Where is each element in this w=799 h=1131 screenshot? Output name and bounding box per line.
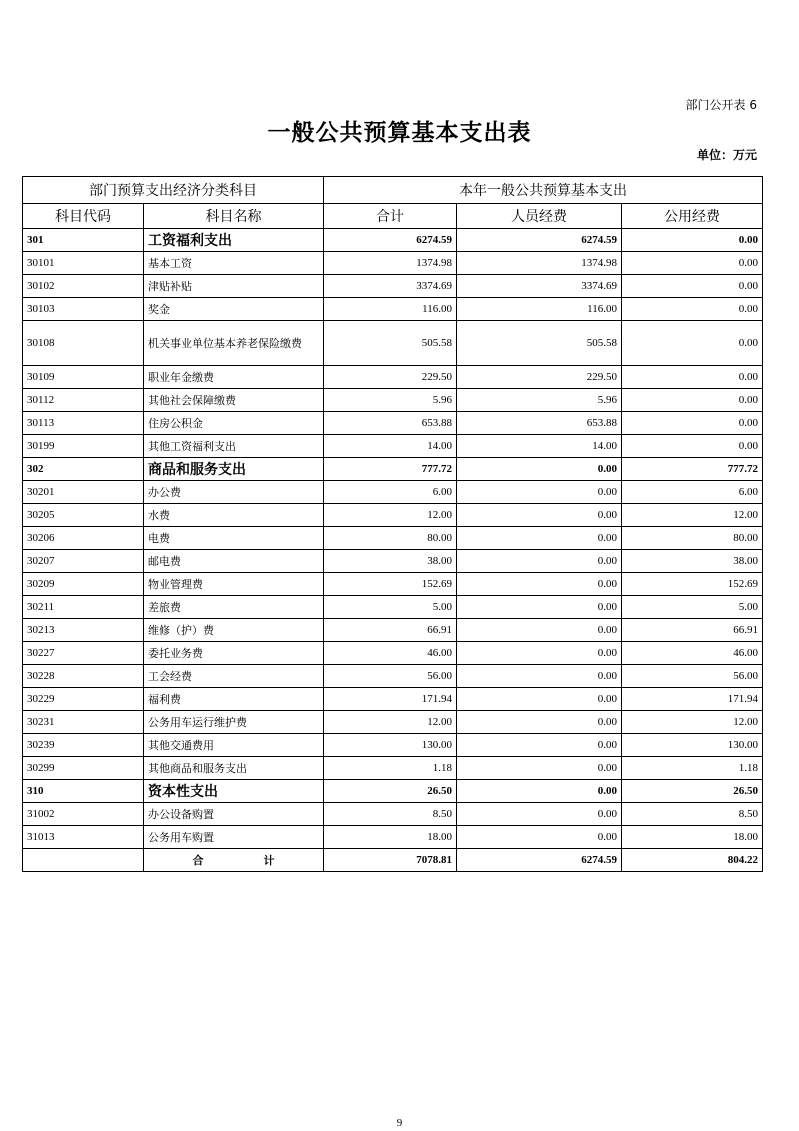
row-code-cell: 30109: [23, 366, 144, 389]
row-name-cell: 商品和服务支出: [144, 458, 324, 481]
table-row: [23, 826, 763, 849]
table-row: [23, 596, 763, 619]
row-name-cell: 其他商品和服务支出: [144, 757, 324, 780]
row-name-cell: 办公设备购置: [144, 803, 324, 826]
row-name-cell: 资本性支出: [144, 780, 324, 803]
row-personnel-cell: 116.00: [457, 298, 622, 321]
row-name-cell: 邮电费: [144, 550, 324, 573]
group-header-classification: 部门预算支出经济分类科目: [23, 177, 324, 204]
row-total-cell: 116.00: [324, 298, 457, 321]
row-code-cell: 30231: [23, 711, 144, 734]
row-code-cell: 310: [23, 780, 144, 803]
row-personnel-cell: 0.00: [457, 481, 622, 504]
row-code-cell: 30112: [23, 389, 144, 412]
row-total-cell: 26.50: [324, 780, 457, 803]
row-public-cell: 0.00: [622, 366, 763, 389]
row-public-cell: 0.00: [622, 252, 763, 275]
row-total-cell: 5.00: [324, 596, 457, 619]
row-code-cell: 30209: [23, 573, 144, 596]
row-name-cell: 差旅费: [144, 596, 324, 619]
column-header-total: 合计: [324, 204, 457, 229]
row-public-cell: 171.94: [622, 688, 763, 711]
row-public-cell: 130.00: [622, 734, 763, 757]
total-label-left: 合: [192, 854, 204, 867]
row-code-cell: 30207: [23, 550, 144, 573]
row-public-cell: 0.00: [622, 229, 763, 252]
table-row: [23, 573, 763, 596]
table-row: [23, 252, 763, 275]
table-body: [23, 229, 763, 849]
row-total-cell: 56.00: [324, 665, 457, 688]
row-public-cell: 66.91: [622, 619, 763, 642]
row-name-cell: 职业年金缴费: [144, 366, 324, 389]
row-code-cell: 30108: [23, 321, 144, 366]
row-public-cell: 0.00: [622, 435, 763, 458]
table-row: [23, 642, 763, 665]
table-group-header-row: [23, 177, 763, 204]
row-total-cell: 14.00: [324, 435, 457, 458]
table-row: [23, 803, 763, 826]
row-public-cell: 0.00: [622, 321, 763, 366]
row-code-cell: 31013: [23, 826, 144, 849]
row-name-cell: 津贴补贴: [144, 275, 324, 298]
row-code-cell: 30227: [23, 642, 144, 665]
row-total-cell: 46.00: [324, 642, 457, 665]
row-public-cell: 8.50: [622, 803, 763, 826]
row-name-cell: 水费: [144, 504, 324, 527]
row-personnel-cell: 3374.69: [457, 275, 622, 298]
row-name-cell: 住房公积金: [144, 412, 324, 435]
row-total-cell: 777.72: [324, 458, 457, 481]
row-total-cell: 66.91: [324, 619, 457, 642]
table-row: [23, 366, 763, 389]
row-public-cell: 56.00: [622, 665, 763, 688]
row-code-cell: 30228: [23, 665, 144, 688]
table-row: [23, 780, 763, 803]
row-total-cell: 152.69: [324, 573, 457, 596]
row-public-cell: 38.00: [622, 550, 763, 573]
row-name-cell: 工会经费: [144, 665, 324, 688]
row-personnel-cell: 0.00: [457, 619, 622, 642]
row-name-cell: 其他工资福利支出: [144, 435, 324, 458]
row-total-cell: 653.88: [324, 412, 457, 435]
row-public-cell: 12.00: [622, 504, 763, 527]
table-row: [23, 665, 763, 688]
row-personnel-cell: 653.88: [457, 412, 622, 435]
row-public-cell: 12.00: [622, 711, 763, 734]
row-total-cell: 6.00: [324, 481, 457, 504]
table-row: [23, 481, 763, 504]
row-code-cell: 30229: [23, 688, 144, 711]
row-personnel-cell: 0.00: [457, 665, 622, 688]
row-code-cell: 30206: [23, 527, 144, 550]
row-total-cell: 5.96: [324, 389, 457, 412]
row-name-cell: 工资福利支出: [144, 229, 324, 252]
row-total-cell: 171.94: [324, 688, 457, 711]
row-code-cell: 30113: [23, 412, 144, 435]
row-public-cell: 6.00: [622, 481, 763, 504]
row-public-cell: 0.00: [622, 275, 763, 298]
row-total-cell: 80.00: [324, 527, 457, 550]
row-total-cell: 1374.98: [324, 252, 457, 275]
table-row: [23, 527, 763, 550]
row-personnel-cell: 0.00: [457, 527, 622, 550]
row-personnel-cell: 0.00: [457, 780, 622, 803]
column-header-personnel: 人员经费: [457, 204, 622, 229]
row-name-cell: 其他交通费用: [144, 734, 324, 757]
row-code-cell: 30201: [23, 481, 144, 504]
row-public-cell: 1.18: [622, 757, 763, 780]
table-number-tag: 部门公开表 6: [685, 98, 757, 112]
table-row: [23, 298, 763, 321]
table-row: [23, 504, 763, 527]
table-row: [23, 321, 763, 366]
table-row: [23, 734, 763, 757]
row-code-cell: 30103: [23, 298, 144, 321]
table-row: [23, 711, 763, 734]
row-code-cell: 30213: [23, 619, 144, 642]
row-personnel-cell: 1374.98: [457, 252, 622, 275]
row-total-cell: 229.50: [324, 366, 457, 389]
budget-table: [22, 176, 763, 872]
column-header-public: 公用经费: [622, 204, 763, 229]
table-row: [23, 389, 763, 412]
row-personnel-cell: 0.00: [457, 734, 622, 757]
row-personnel-cell: 0.00: [457, 458, 622, 481]
row-code-cell: 30199: [23, 435, 144, 458]
table-row: [23, 458, 763, 481]
row-public-cell: 18.00: [622, 826, 763, 849]
row-personnel-cell: 0.00: [457, 688, 622, 711]
row-personnel-cell: 0.00: [457, 757, 622, 780]
table-row: [23, 435, 763, 458]
row-code-cell: 30101: [23, 252, 144, 275]
row-name-cell: 机关事业单位基本养老保险缴费: [144, 321, 324, 366]
unit-label: 单位：万元: [696, 148, 757, 162]
row-personnel-cell: 0.00: [457, 803, 622, 826]
row-name-cell: 电费: [144, 527, 324, 550]
row-public-cell: 152.69: [622, 573, 763, 596]
row-public-cell: 80.00: [622, 527, 763, 550]
row-public-cell: 0.00: [622, 298, 763, 321]
row-name-cell: 物业管理费: [144, 573, 324, 596]
row-total-cell: 6274.59: [324, 229, 457, 252]
table-row: [23, 550, 763, 573]
row-name-cell: 福利费: [144, 688, 324, 711]
row-total-cell: 505.58: [324, 321, 457, 366]
row-code-cell: 30102: [23, 275, 144, 298]
total-row-personnel: 6274.59: [457, 849, 622, 872]
table-row: [23, 619, 763, 642]
row-code-cell: 30299: [23, 757, 144, 780]
row-personnel-cell: 0.00: [457, 573, 622, 596]
row-total-cell: 3374.69: [324, 275, 457, 298]
row-name-cell: 办公费: [144, 481, 324, 504]
row-name-cell: 维修（护）费: [144, 619, 324, 642]
row-total-cell: 38.00: [324, 550, 457, 573]
row-personnel-cell: 0.00: [457, 504, 622, 527]
row-name-cell: 委托业务费: [144, 642, 324, 665]
total-label-right: 计: [263, 854, 275, 867]
row-public-cell: 5.00: [622, 596, 763, 619]
column-header-name: 科目名称: [144, 204, 324, 229]
table-row: [23, 229, 763, 252]
table-row: [23, 757, 763, 780]
page-number: 9: [396, 1117, 403, 1129]
row-total-cell: 12.00: [324, 711, 457, 734]
total-row-label: [144, 849, 324, 872]
row-personnel-cell: 505.58: [457, 321, 622, 366]
total-row-code-cell: [23, 849, 144, 872]
row-code-cell: 30211: [23, 596, 144, 619]
table-column-header-row: [23, 204, 763, 229]
row-personnel-cell: 5.96: [457, 389, 622, 412]
group-header-expenditure: 本年一般公共预算基本支出: [324, 177, 763, 204]
row-total-cell: 8.50: [324, 803, 457, 826]
row-personnel-cell: 0.00: [457, 550, 622, 573]
row-name-cell: 公务用车购置: [144, 826, 324, 849]
row-public-cell: 26.50: [622, 780, 763, 803]
row-personnel-cell: 6274.59: [457, 229, 622, 252]
row-name-cell: 奖金: [144, 298, 324, 321]
column-header-code: 科目代码: [23, 204, 144, 229]
row-personnel-cell: 0.00: [457, 826, 622, 849]
row-total-cell: 18.00: [324, 826, 457, 849]
total-row-public: 804.22: [622, 849, 763, 872]
row-total-cell: 1.18: [324, 757, 457, 780]
row-public-cell: 777.72: [622, 458, 763, 481]
row-public-cell: 0.00: [622, 389, 763, 412]
row-name-cell: 公务用车运行维护费: [144, 711, 324, 734]
row-code-cell: 30239: [23, 734, 144, 757]
row-code-cell: 301: [23, 229, 144, 252]
row-total-cell: 12.00: [324, 504, 457, 527]
row-personnel-cell: 229.50: [457, 366, 622, 389]
row-name-cell: 基本工资: [144, 252, 324, 275]
page-title: 一般公共预算基本支出表: [267, 119, 532, 146]
total-row: [23, 849, 763, 872]
row-public-cell: 0.00: [622, 412, 763, 435]
total-row-total: 7078.81: [324, 849, 457, 872]
row-code-cell: 31002: [23, 803, 144, 826]
row-code-cell: 302: [23, 458, 144, 481]
row-code-cell: 30205: [23, 504, 144, 527]
table-row: [23, 275, 763, 298]
row-personnel-cell: 0.00: [457, 596, 622, 619]
table-row: [23, 412, 763, 435]
row-name-cell: 其他社会保障缴费: [144, 389, 324, 412]
row-personnel-cell: 14.00: [457, 435, 622, 458]
row-personnel-cell: 0.00: [457, 711, 622, 734]
table-row: [23, 688, 763, 711]
row-personnel-cell: 0.00: [457, 642, 622, 665]
row-total-cell: 130.00: [324, 734, 457, 757]
row-public-cell: 46.00: [622, 642, 763, 665]
